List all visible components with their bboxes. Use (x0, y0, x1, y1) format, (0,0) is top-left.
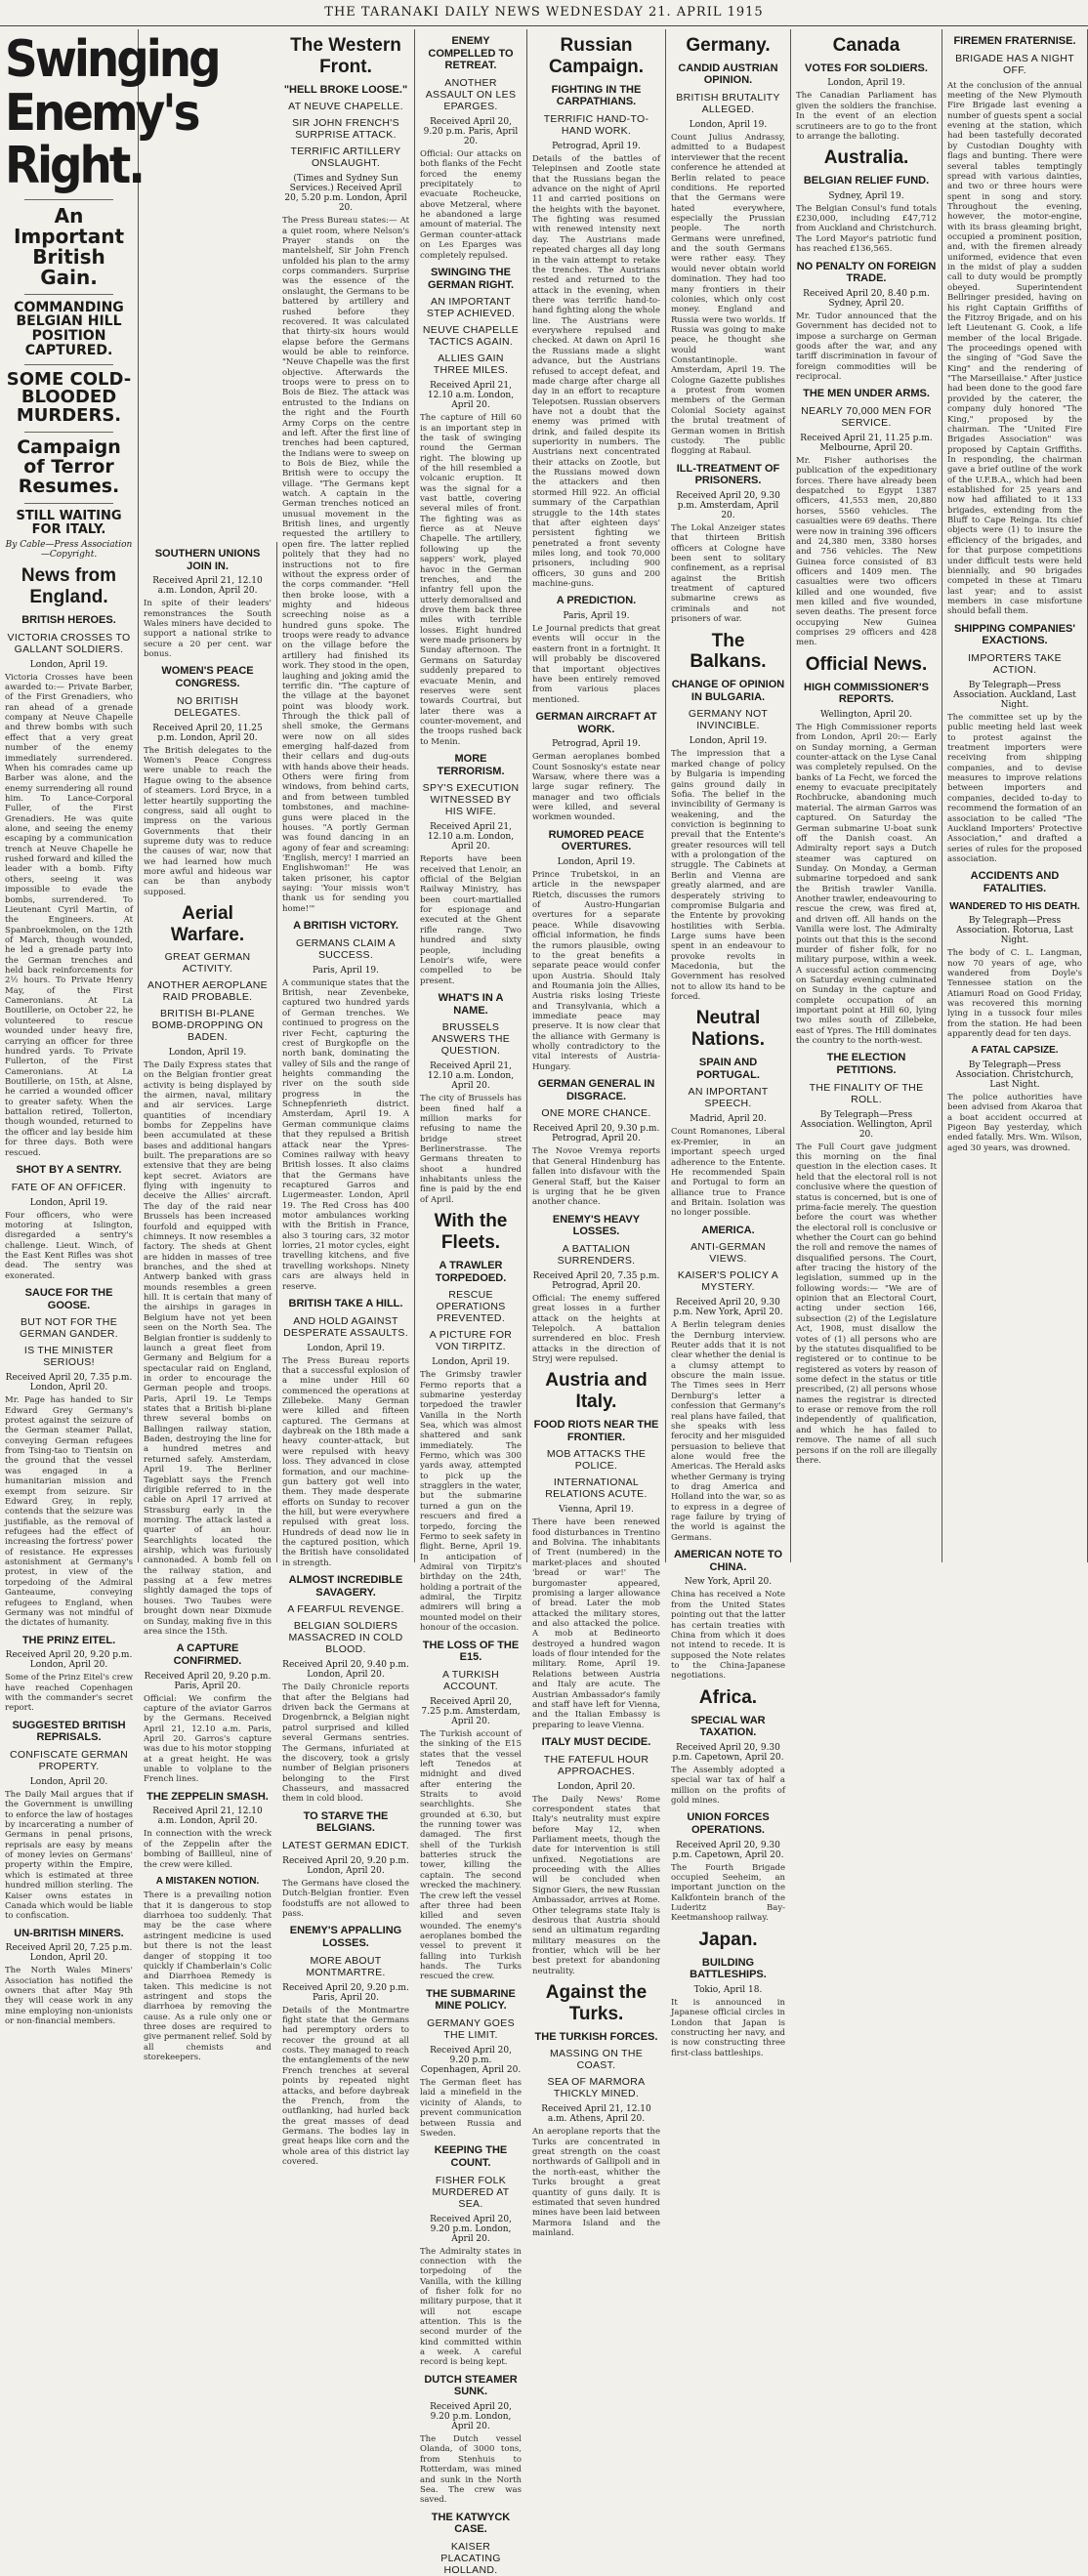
dateline: Received April 20, 9.40 p.m. London, April 20. (282, 1660, 409, 1681)
article-head: ENEMY'S HEAVY LOSSES. (552, 1213, 641, 1238)
section-head: Neutral Nations. (691, 1008, 765, 1051)
dateline: Received April 20, 7.35 p.m. Petrograd, April 20. (532, 1270, 660, 1291)
dateline: Received April 20, 9.30 p.m. Petrograd, April 20. (532, 1124, 660, 1144)
article-text: Four officers, who were motoring at Islington, disregarded a sentry's challenge. Lieut. Winch, of the East Kent Rifles was shot dead. The sentry was exonerated. (5, 1210, 133, 1281)
dateline: Received April 21, 12.10 a.m. London, April 20. (152, 576, 263, 597)
article-head: ITALY MUST DECIDE. (541, 1735, 651, 1748)
article-text: The Press Bureau states:— At a quiet room, where Nelson's Prayer stands on the mantelshelf, Sir John French unfolded his plan to the army corps commanders. Surprise was the essence of the onslaught, the Germans to be battered by artillery and rushed before they recovered. It was calculated that thirty-six hours would elapse before the Germans would be able to reinforce. "Neuve Chapelle was the first objective. Afterwards the troops were to press on to Bois de Biez. The attack was entrusted to the Indians on the right and the Fourth Army Corps on the centre and left. After the first line of trenches had been captured, the Indians were to sweep on to Bois de Biez, while the British were to occupy the village. "The Germans kept watch. A captain in the German trenches noticed an unusual movement in the British lines, and urgently requested the artillery to open fire. The latter replied politely that they had no instructions not to fire without the express order of the corps commander. "Hell then broke loose, with a mighty and hideous screeching noise as a hundred guns spoke. The troops were ready to advance on the village before the artillery had finished its work. They stood in the open, laughing and joking amid the terrific din. "The capture of the village at the bayonet point was bloody work. Through the thick pall of shell smoke, the Germans were now on all sides emerging half-dazed from their cellars and dug-outs with hands above their heads. Others were firing from windows, from behind carts, and from between tumbled tombstones, and machine-guns were placed in the houses. "A portly German was found dancing in an agony of fear and screaming: 'English, mercy! I married an Englishwoman!' He was taken prisoner, his captor saying: 'Your missis won't thank us for sending you home!'" (282, 216, 409, 914)
masthead: THE TARANAKI DAILY NEWS WEDNESDAY 21. APRIL 1915 (0, 0, 1088, 26)
article-text: The city of Brussels has been fined half a million marks for refusing to name the bridge street Berlinerstrasse. The Germans threaten to shoot a hundred inhabitants unless the fine is paid by the end of April. (420, 1094, 522, 1205)
article-sub: A FEARFUL REVENGE. (287, 1603, 404, 1616)
article-sub: GERMANS CLAIM A SUCCESS. (296, 936, 396, 961)
dateline: Received April 20, 7.25 p.m. London, April 20. (5, 1943, 133, 1964)
article-text: Count Julius Andrassy, admitted to a Budapest interviewer that the recent conference he attended at Berlin related to peace conditions. He reported that the Germans were hated everywhere, especially the Prussian people. The north Germans were unrefined, and the south Germans were rather easy. They would never obtain world domination. They had too many frontiers in their colonies, which only cost money. England and Russia were two worlds. If Russia was going to make peace, he thought she would want Constantinople. Amsterdam, April 19. The Cologne Gazette publishes a protest from women members of the German Colonial Society against the brutal treatment of German women in British custody. The public flogging at Rabaul. (671, 133, 785, 457)
article-head: THE TURKISH FORCES. (534, 2030, 658, 2043)
article-sub: FATE OF AN OFFICER. (11, 1181, 127, 1193)
article-head: GERMAN GENERAL IN DISGRACE. (537, 1078, 655, 1102)
article-head: TO STARVE THE BELGIANS. (303, 1809, 389, 1835)
dateline: Received April 20, 7.25 p.m. Amsterdam, April 20. (421, 1696, 521, 1726)
article-text: There is a prevailing notion that it is dangerous to stop diarrhoea too suddenly. That may be the case where astringent medicine is used but there is not the least danger of stopping it too quickly if Chamberlain's Colic and Diarrhoea Remedy is taken. This medicine is not astringent and stops the diarrhoea by removing the cause. As a rule only one or three doses are required to give permanent relief. Sold by all chemists and storekeepers. (144, 1890, 272, 2063)
section-head: Against the Turks. (545, 1982, 648, 2024)
article-sub: VICTORIA CROSSES TO GALLANT SOLDIERS. (7, 631, 131, 655)
article-head: BRITISH HEROES. (21, 613, 116, 626)
dateline: Received April 20, 9.20 p.m. London, April 20. (282, 1855, 409, 1876)
article-text: Prince Trubetskoi, in an article in the newspaper Rietch, discusses the rumors of Austro-Hungarian overtures for a separate peace. While disavowing official information, he finds the rumors plausible, owing to the great benefits a separate peace would confer upon Austria. Should Italy and Roumania join the Allies, Austria risks losing Trieste and Transylvania, which a immediate peace may preserve. It is now clear that the alliance with Germany is wholly contradictory to the vital interests of Austria-Hungary. (532, 870, 660, 1072)
article-head: DUTCH STEAMER SUNK. (424, 2373, 518, 2398)
article-text: The Admiralty states in connection with the torpedoing of the Vanilla, with the killing of fisher folk for no military purpose, that it will not escape attention. This is the second murder of the kind committed within a week. A careful record is being kept. (420, 2246, 522, 2368)
article-head: THE LOSS OF THE E15. (422, 1639, 520, 1664)
article-sub: ANTI-GERMAN VIEWS. (690, 1241, 766, 1266)
article-text: Mr. Fisher authorises the publication of the expeditionary forces. There have already been despatched to Egypt 1387 officers, 41,553 men, 20,880 horses, 5560 vehicles. The casualties were 69 deaths. There were now in training 396 officers and 24,380 men, 3380 horses and 756 vehicles. The New Guinea force consisted of 83 officers and 1409 men. The casualties were two officers killed and one wounded, five men killed and five wounded, seven deaths. The present force occupying New Guinea comprises 29 officers and 428 men. (796, 456, 937, 648)
article-text: The Turkish account of the sinking of the E15 states that the vessel left Tenedos at midnight and dived after entering the Straits to avoid searchlights. She grounded at 6.30, but the running tower was damaged. The first shell of the Turkish batteries struck the tower, killing the captain. The second wrecked the machinery. The crew left the vessel after three had been killed and seven wounded. The enemy's aeroplanes bombed the vessel to prevent it falling into Turkish hands. The Turks rescued the crew. (420, 1728, 522, 1982)
column-7 (791, 29, 942, 1562)
article-text: The British delegates to the Women's Peace Congress were unable to reach the Hague owing to the absence of steamers. Lord Bryce, in a letter heartily supporting the congress, said all ought to impress on the various Governments that their supreme duty was to reduce the causes of war, now that we had learned how much more awful and hideous war can be than anybody supposed. (144, 745, 272, 897)
article-sub: BRITISH BRUTALITY ALLEGED. (676, 92, 780, 116)
article-text: The Dutch vessel Olanda, of 3000 tons, from Stenhuis to Rotterdam, was mined and sunk in the North Sea. The crew was saved. (420, 2434, 522, 2506)
article-sub: KAISER PLACATING HOLLAND. (440, 2540, 501, 2576)
dateline: Petrograd, April 19. (552, 141, 641, 151)
article-text: In spite of their leaders' remonstrances the South Wales miners have decided to support a national strike to secure a 20 per cent. war bonus. (144, 599, 272, 660)
article-text: The North Wales Miners' Association has notified the owners that after May 9th they will cease work in any mine employing non-unionists or non-financial members. (5, 1966, 133, 2027)
column-8 (942, 29, 1088, 1562)
article-head: SAUCE FOR THE GOOSE. (24, 1287, 113, 1311)
dateline: London, April 19. (307, 1343, 385, 1353)
article-text: Reports have been received that Lenoir, an official of the Belgian Railway Ministry, has been court-martialled for espionage and executed at the Ghent rifle range. Two hundred and sixty people, including Lenoir's wife, were compelled to be present. (420, 854, 522, 986)
dateline: (Times and Sydney Sun Services.) Received April 20, 5.20 p.m. London, April 20. (284, 174, 407, 214)
article-text: The police authorities have been advised from Akaroa that a boat accident occurred at Pigeon Bay yesterday, which ended fatally. Mrs. Wm. Wilson, aged 30 years, was drowned. (947, 1092, 1082, 1153)
dateline: Vienna, April 19. (559, 1505, 634, 1516)
article-head: VOTES FOR SOLDIERS. (805, 62, 928, 74)
article-sub: ALLIES GAIN THREE MILES. (433, 353, 509, 377)
section-head: Official News. (805, 653, 928, 675)
article-text: Official: The enemy suffered great losses in a further attack on the heights at Telepolch. A battalion surrendered en bloc. Fresh attacks in the direction of Stryj were repulsed. (532, 1293, 660, 1365)
dateline: By Telegraph—Press Association. Auckland, Last Night. (953, 680, 1076, 710)
article-text: The German fleet has laid a minefield in the vicinity of Alands, to prevent communication between Russia and Sweden. (420, 2078, 522, 2139)
article-head: UN-BRITISH MINERS. (14, 1927, 124, 1939)
article-text: The body of C. L. Langman, now 70 years of age, who wandered from Doyle's Tennessee station on the Atiamuri Road on Good Friday, was recovered this morning lying in a tussock four miles from the station. He had been apparently dead for ten days. (947, 948, 1082, 1040)
section-head: Russian Campaign. (548, 35, 645, 77)
article-head: THE SUBMARINE MINE POLICY. (426, 1987, 516, 2013)
article-head: AMERICA. (701, 1224, 755, 1236)
column-5 (527, 29, 666, 2238)
dateline: Received April 20, 9.20 p.m. Paris, April 20. (423, 116, 519, 146)
article-sub: ONE MORE CHANCE. (541, 1107, 651, 1120)
dateline: Received April 20, 9.30 p.m. New York, April 20. (673, 1298, 783, 1318)
article-text: Details of the battles of Telepinsen and Zootle state that the Russians began the advance on the night of April 11 and carried positions on the heights with the bayonet. The fighting was resumed with renewed intensity next day. The Austrians made repeated charges all day long in the vain attempt to retake the trenches. The Austrians rested and returned to the attack in the evening, when there was terrific hand-to-hand fighting along the whole line. The Austrians were everywhere repulsed and checked. At dawn on April 16 the Russians made a slight advance, but the Austrians refused to accept defeat, and made charge after charge all day in an effort to recapture Telepotsen. Russian observers have not a doubt that the enemy was primed with drink, and failed despite its superiority in numbers. The Austrians next concentrated their attacks on Zootle, but the Russians mowed down the attackers and then stormed Hill 922. An official summary of the Carpathian struggle to the 14th states that after eighteen days' persistent fighting we penetrated a front seventy miles long, and took 70,000 prisoners, including 900 officers, 30 guns and 200 machine-guns. (532, 153, 660, 590)
article-head: WOMEN'S PEACE CONGRESS. (161, 665, 254, 690)
column-3 (277, 29, 415, 2168)
article-text: Victoria Crosses have been awarded to:— Private Barber, of the First Grenadiers, who ran ahead of a grenade company at Neuve Chapelle and threw bombs with such effect that a very great number of the enemy immediately surrendered. When his comrades came up Barber was alone, and the enemy surrendering all round him. To Lance-Corporal Fuller, of the First Grenadiers. He was quite alone, and seeing the enemy escaping by a communication trench at Neuve Chapelle he rushed forward and killed the leader with a bomb. Fifty others, seeing it was impossible to evade the bombs, surrendered. To Lieutenant Cyril Martin, of the Engineers. At Spanbroekmolen, on the 12th of March, though wounded, he led a grenade party into the German trenches and held back reinforcements for 2½ hours. To Private Henry May, of the First Cameronians. At La Boutillerie, on October 22, he volunteered to rescue wounded under heavy fire, carrying an officer for three hundred yards. To Private Fullerton, of the First Cameronians. At La Boutillerie, on 15th, at Alsne, he carried a wounded officer to greater safety. When the battalion retired, Tollerton, though wounded, returned to the officer and lay beside him for three days. Both were rescued. (5, 672, 133, 1158)
article-text: At the conclusion of the annual meeting of the New Plymouth Fire Brigade last evening a number of guests spent a social evening at the station, which had been tastefully decorated by Custodian Doughty with flags and bunting. There were several tables temptingly spread with various dainties, and two or three hours were spent in song and story. Throughout the evening, however, the motor-engine, with its brass gleaming bright, occupied a prominent position, and, with the firemen already uniformed, evidence that even in the midst of play a sudden call to duty would be promptly obeyed. Superintendent Bellringer presided, having on his right Captain Griffiths of the Fitzroy Brigade, and on his left Lieutenant G. Cook, a life member of the local Brigade. The proceedings opened with the singing of "God Save the King" and the rendering of "The Marseillaise." After justice had been done to the good fare provided by the caterer, the company duly honored "The King," proposed by the chairman. The "United Fire Brigades Association" was proposed by Captain Griffiths. In responding, the chairman gave a brief outline of the work of the U.F.B.A., which had been established for 25 years and now had affiliated to it 133 brigades, extending from the Bluff to Cape Reinga. Its chief objects were (1) to insure the efficiency of the brigades, and for that purpose competitions under difficult tests were held biennially, and 90 brigades competed in these at Timaru last year; and to assist members in case misfortune should befall them. (947, 80, 1082, 617)
article-text: The committee set up by the public meeting held last week to protest against the treatment importers were receiving from shipping companies, and to devise measures to improve relations between importers and companies, decided to-day to recommend the formation of an association to be called "The Auckland Importers' Protective Association," and drafted a series of rules for the proposed association. (947, 712, 1082, 864)
article-head: THE MEN UNDER ARMS. (803, 388, 930, 400)
dateline: New York, April 20. (684, 1577, 773, 1588)
article-head: SPAIN AND PORTUGAL. (696, 1057, 760, 1081)
article-head: THE PRINZ EITEL. (21, 1634, 116, 1646)
headline-4: SOME COLD-BLOODED MURDERS. (6, 368, 132, 427)
article-sub: A TURKISH ACCOUNT. (442, 1668, 499, 1692)
article-sub: BRITISH BI-PLANE BOMB-DROPPING ON BADEN. (151, 1007, 264, 1043)
byline: By Cable—Press Association—Copyright. (5, 540, 133, 561)
article-head: THE ZEPPELIN SMASH. (146, 1790, 269, 1803)
article-sub: TERRIFIC HAND-TO-HAND WORK. (543, 112, 649, 137)
article-text: The Daily News' Rome correspondent states that Italy's neutrality must expire before May 12, when Parliament meets, though the date for intervention is still unfixed. Negotiations are proceeding with the Allies will be concluded when Signor Giers, the new Russian Ambassador, arrives at Rome. Other telegrams state Italy is desirous that Austria should send an ultimatum regarding military measures on the frontier, which will be her best pretext for abandoning neutrality. (532, 1794, 660, 1976)
main-headline: Swinging Enemy's Right. (5, 30, 219, 196)
article-text: Le Journal predicts that great events will occur in the eastern front in a fortnight. It will probably be discovered that important objectives have been entirely removed from various places mentioned. (532, 624, 660, 705)
dateline: Received April 20, 9.20 p.m. Paris, April 20. (282, 1982, 409, 2003)
dateline: Paris, April 19. (312, 965, 380, 976)
dateline: Received April 20, 9.20 p.m. London, April 20. (430, 2214, 512, 2244)
dateline: Received April 21, 12.10 a.m. London, April 20. (152, 1807, 263, 1827)
article-text: Count Romanones, Liberal ex-Premier, in an important speech urged adherence to the Entente. He recommended Spain and Portugal to form an alliance true to France and Britain. Isolation was no longer possible. (671, 1127, 785, 1219)
article-text: The Press Bureau reports that a successful explosion of a mine under Hill 60 commenced the operations at Zillebeke. Many German were killed and fifteen captured. The Germans at daybreak on the 18th made a heavy counter-attack, but were repulsed with heavy loss. They advanced in close formation, and our machine-gun battery got well into them. They made desperate efforts on Sunday to recover the hill, but were everywhere repulsed with great loss. Hundreds of dead now lie in the captured position, which the British have consolidated in strength. (282, 1355, 409, 1568)
article-sub: AN IMPORTANT STEP ACHIEVED. (426, 296, 516, 320)
article-text: In connection with the wreck of the Zeppelin after the bombing of Baillleul, nine of the crew were killed. (144, 1829, 272, 1870)
dateline: London, April 19. (29, 659, 108, 670)
article-head: A FATAL CAPSIZE. (971, 1045, 1059, 1057)
article-head: SWINGING THE GERMAN RIGHT. (428, 266, 514, 291)
dateline: Madrid, April 20. (690, 1114, 767, 1125)
article-text: A Berlin telegram denies the Dernburg interview. Reuter adds that it is not clear whether the denial is a clumsy attempt to obscure the main issue. The Times sees in Herr Dernburg's letter a confession that Germany's real plans have failed, that she speaks with less ferocity and her misguided persuasion to believe that alone would free the Americas. The Herald asks whether Germany is trying to drag America and Holland into the war, so as to express in a degree of rage failure by trying of the world is against the Germans. (671, 1320, 785, 1543)
article-text: The Daily Chronicle reports that after the Belgians had driven back the Germans at Drogenbrnck, a Belgian night patrol surprised and killed several Germans sentries. The Germans, infuriated at the discovery, took a grisly number of Belgian prisoners belonging to the First Chasseurs, and massacred them in cold blood. (282, 1683, 409, 1805)
dateline: Received April 20, 11.25 p.m. London, April 20. (152, 723, 263, 743)
article-head: SOUTHERN UNIONS JOIN IN. (154, 548, 261, 572)
section-head: Japan. (698, 1929, 758, 1950)
article-head: SHIPPING COMPANIES' EXACTIONS. (953, 622, 1076, 647)
article-head: SUGGESTED BRITISH REPRISALS. (12, 1719, 126, 1744)
article-head: KEEPING THE COUNT. (434, 2144, 508, 2169)
article-text: Mr. Tudor announced that the Government has decided not to impose a surcharge on German goods after the war, and any tariff discrimination in favour of foreign commodities will be reciprocal. (796, 311, 937, 382)
article-sub: MOB ATTACKS THE POLICE. (546, 1448, 647, 1473)
article-sub: MASSING ON THE COAST. (549, 2048, 644, 2072)
article-head: WANDERED TO HIS DEATH. (949, 900, 1080, 912)
dateline: Received April 21, 12.10 a.m. Athens, April 20. (541, 2104, 651, 2125)
article-sub: SEA OF MARMORA THICKLY MINED. (547, 2076, 646, 2100)
dateline: London, April 19. (29, 1197, 108, 1208)
article-head: THE ELECTION PETITIONS. (826, 1052, 906, 1077)
dateline: London, April 19. (827, 78, 905, 89)
article-sub: KAISER'S POLICY A MYSTERY. (677, 1269, 779, 1294)
article-sub: TERRIFIC ARTILLERY ONSLAUGHT. (290, 145, 401, 170)
article-sub: FISHER FOLK MURDERED AT SEA. (432, 2174, 510, 2210)
article-sub: CONFISCATE GERMAN PROPERTY. (10, 1748, 128, 1772)
dateline: London, April 19. (432, 1357, 510, 1368)
article-sub: ANOTHER ASSAULT ON LES EPARGES. (425, 76, 517, 112)
divider (24, 294, 113, 295)
article-sub: ANOTHER AEROPLANE RAID PROBABLE. (147, 978, 268, 1003)
article-text: There have been renewed food disturbances in Trentino and Bolvina. The inhabitants of Trent (numbered) in the market-places and shouted 'bread or war!' The burgomaster appeared, promising a larger allowance of bread. Later the mob attacked the military stores, and also attacked the police. A mob at Bedineorto destroyed a hundred wagon loads of flour intended for the military. Rome, April 19. Relations between Austria and Italy are acute. The Austrian Ambassador's family and staff have left for Vienna, and the Italian Embassy is preparing to leave Vienna. (532, 1517, 660, 1730)
article-head: SHOT BY A SENTRY. (16, 1163, 122, 1176)
dateline: Received April 20, 9.20 p.m. Copenhagen, April 20. (420, 2046, 522, 2076)
article-head: A CAPTURE CONFIRMED. (173, 1642, 242, 1667)
dateline: Received April 20, 9.20 p.m. London, April 20. (430, 2402, 512, 2432)
article-sub: BELGIAN SOLDIERS MASSACRED IN COLD BLOOD. (288, 1620, 403, 1656)
article-head: A BRITISH VICTORY. (293, 920, 398, 933)
dateline: Received April 20, 9.20 p.m. London, April 20. (5, 1650, 133, 1671)
article-head: ENEMY COMPELLED TO RETREAT. (428, 35, 514, 72)
article-sub: SPY'S EXECUTION WITNESSED BY HIS WIFE. (422, 782, 520, 818)
article-sub: A BATTALION SURRENDERS. (557, 1242, 636, 1267)
article-head: SPECIAL WAR TAXATION. (690, 1714, 766, 1739)
article-head: FIREMEN FRATERNISE. (953, 35, 1076, 47)
article-text: The capture of Hill 60 is an important step in the task of swinging round the German right. The blowing up of the hill resembled a volcanic eruption. It was the signal for a vast battle, covering several miles of front. The fighting was as fierce as at Neuve Chapelle. The artillery, following up the sappers' work, played havoc in the German trenches, and the infantry fell upon the utterly demoralised and drove them back three miles with terrible losses. Eight hundred were made prisoners by Sunday afternoon. The Germans on Saturday suddenly prepared to evacuate Menin, and reserves were sent towards Courtrai, but later there was a counter-movement, and the troops rushed back to Menin. (420, 413, 522, 747)
dateline: Wellington, April 20. (819, 709, 913, 720)
article-sub: GERMANY GOES THE LIMIT. (427, 2017, 515, 2042)
article-sub: GERMANY NOT INVINCIBLE. (688, 708, 769, 732)
article-text: Mr. Page has handed to Sir Edward Grey Germany's protest against the seizure of the German steamer Pallat, conveying German refugees from Tsing-tao to Tientsin on the ground that the vessel was engaged in a humanitarian mission and exempt from seizure. Sir Edward Grey, in reply, contends that the seizure was justifiable, as the removal of refugees had the effect of increasing the fortress' power of resistance. He expresses astonishment at Germany's protest, in view of the torpedoing of the Admiral Ganteaume, conveying refugees to England, when Germany was not mindful of the dictates of humanity. (5, 1395, 133, 1629)
article-head: MORE TERRORISM. (437, 753, 505, 777)
article-text: The Full Court gave judgment this morning on the final question in the election cases. It held that the electoral roll is not conclusive where the question of status is concerned, but is one of prima-facie merely. The question before the court was whether the electoral roll is conclusive or whether the Court can go behind the roll and remove the names of disqualified persons. The Court, after tracing the history of the legislation, summed up in the following words:— "We are of opinion that an Electoral Court, acting under section 166, subsection (2) of the Legislature Act, 1908, must disallow the votes of (1) all persons who are by the statutes disqualified to be registered or to continue to be registered as voters by reason of some defect in the status or title prescribed, (2) all persons whose names the registrar is directed to erase or remove from the roll independently of qualification, and which he has failed to remove. The name of all such persons if on the roll are illegally there. (796, 1142, 937, 1466)
section-head: Germany. (686, 35, 771, 56)
article-sub: BRUSSELS ANSWERS THE QUESTION. (431, 1021, 511, 1058)
headline-3: COMMANDING BELGIAN HILL POSITION CAPTURED. (14, 299, 124, 358)
article-head: NO PENALTY ON FOREIGN TRADE. (796, 260, 937, 285)
dateline: Received April 20, 9.20 p.m. Paris, April 20. (144, 1671, 272, 1691)
dateline: By Telegraph—Press Association. Wellington, April 20. (800, 1109, 933, 1140)
article-sub: A PICTURE FOR VON TIRPITZ. (429, 1329, 513, 1353)
dateline: Petrograd, April 19. (552, 739, 641, 750)
article-head: WHAT'S IN A NAME. (438, 991, 504, 1017)
dateline: Received April 21, 12.10 a.m. London, April 20. (427, 822, 515, 852)
article-text: Some of the Prinz Eitel's crew have reached Copenhagen with the commander's secret report. (5, 1673, 133, 1714)
headline-2: An Important British Gain. (13, 203, 125, 289)
dateline: Received April 21, 12.10 a.m. London, April 20. (427, 1061, 515, 1092)
article-text: The Grimsby trawler Fermo reports that a submarine yesterday torpedoed the trawler Vanilla in the North Sea, which was almost shattered and sank immediately. The Fermo, which was 300 yards away, attempted to pick up the stragglers in the water, but the submarine turned a gun on the rescuers and fired a torpedo, forcing the Fermo to seek safety in flight. Berne, April 19. In anticipation of Admiral von Tirpitz's birthday on the 24th, holding a portrait of the admiral, the Tirpitz admirers will bring a mounted model on their honour of the occasion. (420, 1370, 522, 1634)
divider (24, 503, 113, 504)
column-4 (415, 29, 527, 2576)
article-sub: AND HOLD AGAINST DESPERATE ASSAULTS. (283, 1314, 408, 1339)
headline-6: STILL WAITING FOR ITALY. (16, 509, 122, 537)
article-sub: INTERNATIONAL RELATIONS ACUTE. (545, 1476, 648, 1501)
section-head: The Balkans. (690, 630, 767, 673)
article-head: CHANGE OF OPINION IN BULGARIA. (671, 679, 785, 703)
dateline: Sydney, April 19. (828, 190, 904, 201)
article-sub: THE FATEFUL HOUR APPROACHES. (543, 1753, 649, 1777)
article-sub: AT NEUVE CHAPELLE. (288, 101, 403, 113)
section-head: Canada (832, 35, 900, 56)
dateline: London, April 20. (29, 1776, 108, 1787)
dateline: Tokio, April 18. (693, 1984, 763, 1995)
article-sub: BUT NOT FOR THE GERMAN GANDER. (19, 1316, 119, 1341)
article-text: The Canadian Parliament has given the soldiers the franchise. In the event of an election scrutineers are to go to the front to arrange the balloting. (796, 91, 937, 142)
article-head: A MISTAKEN NOTION. (155, 1875, 260, 1887)
article-head: RUMORED PEACE OVERTURES. (548, 828, 645, 853)
article-head: HIGH COMMISSIONER'S REPORTS. (804, 681, 929, 706)
section-head: With the Fleets. (434, 1211, 508, 1254)
article-sub: IMPORTERS TAKE ACTION. (968, 651, 1062, 676)
article-text: The Germans have closed the Dutch-Belgian frontier. Even foodstuffs are not allowed to pass. (282, 1878, 409, 1920)
article-text: The impression that a marked change of policy by Bulgaria is impending gains ground daily in Sofia. The belief in the invincibility of Germany is weakening, and the conviction is beginning to prevail that the Entente's greater resources will tell with a prolongation of the struggle. The Cabinets at Berlin and Vienna are greatly alarmed, and are desperately striving to compromise Bulgaria and the Entente by provoking hostilities with Serbia. Large sums have been spent in an endeavour to provoke revolts in Macedonia, but the Government has resolved not to allow its hand to be forced. (671, 749, 785, 1003)
dateline: Received April 21, 11.25 p.m. Melbourne, April 20. (800, 434, 933, 453)
dateline: Received April 20, 9.30 p.m. Capetown, April 20. (672, 1840, 784, 1860)
article-head: CANDID AUSTRIAN OPINION. (678, 62, 778, 87)
article-text: An aeroplane reports that the Turks are concentrated in great strength on the coast northwards of Gallipoli and in the north-east, whither the Turks brought a great quantity of guns daily. It is estimated that seven hundred mines have been laid between Marmora Island and the mainland. (532, 2127, 660, 2238)
dateline: Received April 21, 12.10 a.m. London, April 20. (427, 381, 515, 411)
dateline: Received April 20, 8.40 p.m. Sydney, April 20. (803, 288, 930, 309)
article-head: BELGIAN RELIEF FUND. (803, 175, 930, 187)
article-text: The Daily Express states that on the Belgian frontier great activity is being displayed by the airmen, naval, military and air services. Large quantities of incendiary bombs for Zeppelins have been accumulated at these bases and additional hangars built. The preparations are so extensive that they are being kept secret. Aviators are flying with ingenuity to deceive the Allies' aircraft. The day of the raid near Brussels has been increased fourfold and equipped with chimneys. It now resembles a factory. The sheds at Ghent are hidden in masses of tree branches, and the shed at Antwerp banked with grass mounds resembles a green hill. It is certain that many of the airships in garages in Belgium have not yet been seen on the North Sea. The Belgian frontier is suddenly to launch a great fleet from Germany and Belgium for a spectacular raid on England, in order to encourage the German people and troops. Paris, April 19. Le Temps states that a British bi-plane threw several bombs on Ballingen railway station, Baden, destroying the line for a hundred metres and returned safely. Amsterdam, April 19. The Berliner Tageblatt says the French dirigible referred to in the cable on April 17 arrived at Strassburg early in the morning. The attack lasted a quarter of an hour. Searchlights located the airship, which was furiously cannonaded. A bomb fell on the railway station, and passing at a few metres slightly damaged the tops of houses. Two Taubes were brought down near Dixmude on Sunday, making five in this area since the 15th. (144, 1059, 272, 1637)
article-sub: THE FINALITY OF THE ROLL. (809, 1081, 924, 1105)
article-sub: LATEST GERMAN EDICT. (282, 1839, 409, 1851)
dateline: London, April 19. (689, 736, 768, 747)
article-head: ALMOST INCREDIBLE SAVAGERY. (288, 1574, 403, 1599)
column-2 (139, 542, 277, 2063)
dateline: Received April 20, 9.30 p.m. Amsterdam, April 20. (676, 490, 780, 520)
article-sub: AN IMPORTANT SPEECH. (688, 1086, 769, 1110)
article-text: Official: We confirm the capture of the aviator Garros by the Germans. Received April 21, 12.10 a.m. Paris, April 20. Garros's capture was due to his motor stopping at a great height. He was unable to volplane to the French lines. (144, 1693, 272, 1785)
article-text: The High Commissioner reports from London, April 20:— Early on Sunday morning, a German counter-attack on the Lyse Canal was completely repulsed. On the banks of La Fecht, we forced the enemy to evacuate precipitately Rochbrucke, abandoning much material. The airman Garros was captured. On Saturday the German submarine U-boat sunk off the Danish coast. An Admiralty report says a Dutch steamer was captured on Sunday. On Monday, a German submarine torpedoed and sank the British trawler Vanilla. Another trawler, endeavouring to rescue the crew, was fired at, and driven off. All hands on the Vanilla were lost. The Admiralty points out that this is the second murder of fisher folk, for no military purpose, within a week. A successful action commencing on Saturday evening culminated on Sunday in the capture and complete occupation of an important point at Hill 60, lying two miles south of Zillebeke, east of Ypres. The Hill dominates the country to the north-west. (796, 722, 937, 1047)
article-head: BRITISH TAKE A HILL. (288, 1297, 403, 1309)
headline-5: Campaign of Terror Resumes. (17, 436, 121, 498)
article-head: FOOD RIOTS NEAR THE FRONTIER. (533, 1419, 659, 1443)
dateline: By Telegraph—Press Association. Rotorua, Last Night. (956, 916, 1073, 946)
article-head: ACCIDENTS AND FATALITIES. (970, 870, 1060, 894)
article-sub: NEUVE CHAPELLE TACTICS AGAIN. (422, 324, 520, 349)
article-text: China has received a Note from the United States pointing out that the latter has certain treaties with China from which it does not intend to recede. It is supposed the Note relates to the China-Japanese negotiations. (671, 1590, 785, 1682)
dateline: London, April 19. (168, 1047, 247, 1058)
dateline: London, April 20. (557, 1781, 636, 1792)
article-sub: IS THE MINISTER SERIOUS! (23, 1345, 114, 1369)
dateline: London, April 19. (689, 120, 768, 131)
article-sub: SIR JOHN FRENCH'S SURPRISE ATTACK. (292, 117, 399, 142)
article-head: AMERICAN NOTE TO CHINA. (673, 1549, 783, 1573)
section-head: News from England. (21, 565, 117, 608)
article-sub: RESCUE OPERATIONS PREVENTED. (436, 1289, 506, 1325)
article-sub: NO BRITISH DELEGATES. (174, 694, 241, 719)
article-head: GERMAN AIRCRAFT AT WORK. (535, 710, 657, 735)
article-sub: NEARLY 70,000 MEN FOR SERVICE. (801, 405, 932, 429)
article-text: A communique states that the British, near Zevenbeke, captured two hundred yards of German trenches. We continued to progress on the river Fecht, capturing the crest of Burgkopfle on the north bank, dominating the valley of Sils and the range of heights commanding the river on the south side progress in the Schnepfenrieth district. Amsterdam, April 19. A German communique claims that they repulsed a British attack near the Ypres-Comines railway with heavy British losses. It also claims that the Germans have recaptured Garros and Lugermeaster. London, April 19. The Red Cross has 400 motor ambulances working with the British in France, also 3 touring cars, 32 motor lorries, 21 motor cycles, eight travelling kitchens, and five travelling workshops. Ninety cars are always held in reserve. (282, 977, 409, 1292)
article-text: It is announced in Japanese official circles in London that Japan is constructing her navy, and is now constructing three first-class battleships. (671, 1997, 785, 2058)
article-text: The Fourth Brigade occupied Seeheim, an important junction on the Kalkfontein branch of the Luderitz Bay-Keetmanshoop railway. (671, 1862, 785, 1924)
section-head: Africa. (698, 1686, 758, 1708)
article-text: Details of the Montmartre fight state that the Germans had peremptory orders to recover the ground at all costs. They managed to reach the entanglements of the new French trenches at several points by repeated night attacks, and before daybreak the French, from the outflanking, had hurled back the great masses of dead Germans. The bodies lay in great heaps like corn and the whole area of this district lay covered. (282, 2005, 409, 2168)
section-head: The Western Front. (290, 35, 401, 77)
article-text: The Belgian Consul's fund totals £230,000, including £47,712 from Auckland and Christchurch. The Lord Mayor's patriotic fund has reached £136,565. (796, 203, 937, 255)
article-head: ILL-TREATMENT OF PRISONERS. (676, 462, 780, 487)
article-head: A TRAWLER TORPEDOED. (435, 1259, 507, 1284)
dateline: Paris, April 19. (563, 611, 630, 622)
article-head: FIGHTING IN THE CARPATHIANS. (551, 83, 642, 108)
article-sub: BRIGADE HAS A NIGHT OFF. (955, 52, 1074, 76)
column-6 (666, 29, 791, 2058)
dateline: London, April 19. (557, 857, 636, 868)
divider (24, 199, 113, 200)
article-text: German aeroplanes bombed Count Sosnosky's estate near Warsaw, where there was a large sugar refinery. The manager and two officials were killed, and several workmen wounded. (532, 752, 660, 823)
divider (24, 364, 113, 365)
section-head: Australia. (823, 147, 909, 169)
divider (24, 432, 113, 433)
section-head: Austria and Italy. (545, 1370, 648, 1413)
article-head: BUILDING BATTLESHIPS. (690, 1956, 767, 1981)
article-sub: MORE ABOUT MONTMARTRE. (306, 1954, 386, 1978)
article-text: Official: Our attacks on both flanks of the Fecht forced the enemy precipitately to evacuate Rocheucke, above Metzeral, where he abandoned a large amount of material. The German counter-attack on Les Eparges was completely repulsed. (420, 148, 522, 261)
article-head: "HELL BROKE LOOSE." (283, 83, 408, 96)
dateline: By Telegraph—Press Association. Christchurch, Last Night. (955, 1059, 1074, 1090)
article-text: The Novoe Vremya reports that General Hindenburg has fallen into disfavour with the General Staff, but the Kaiser is urging that he be given another chance. (532, 1146, 660, 1208)
dateline: Received April 20, 9.30 p.m. Capetown, April 20. (672, 1742, 784, 1763)
article-head: A PREDICTION. (556, 595, 637, 607)
article-sub: GREAT GERMAN ACTIVITY. (164, 950, 251, 975)
article-head: UNION FORCES OPERATIONS. (687, 1811, 770, 1836)
article-text: The Lokal Anzeiger states that thirteen British officers at Cologne have been sent to solitary confinement, as a reprisal against the British treatment of captured submarine crews as criminals and not prisoners of war. (671, 522, 785, 625)
article-text: The Daily Mail argues that if the Government is unwilling to enforce the law of hostages by incarcerating a number of Germans in penal prisons, reprisals are easy by means of money levies on Germans' property within the Empire, which is estimated at three hundred million sterling. The Kaiser owns estates in Canada which would be liable to confiscation. (5, 1789, 133, 1922)
section-head: Aerial Warfare. (170, 903, 245, 945)
article-head: THE KATWYCK CASE. (431, 2511, 511, 2536)
dateline: Received April 20, 7.35 p.m. London, April 20. (5, 1373, 133, 1393)
article-head: ENEMY'S APPALLING LOSSES. (289, 1925, 402, 1950)
article-text: The Assembly adopted a special war tax of half a million on the profits of gold mines. (671, 1765, 785, 1806)
